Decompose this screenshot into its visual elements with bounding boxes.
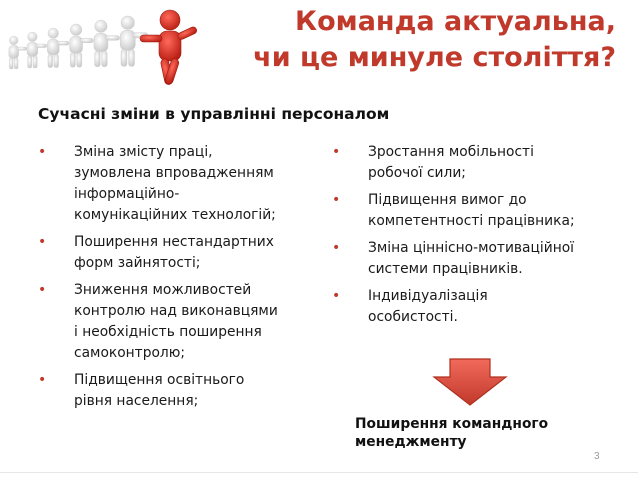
conclusion-line: Поширення командного	[355, 416, 549, 432]
bullet-icon: •	[332, 288, 341, 304]
item-line: Індивідуалізація	[368, 288, 488, 304]
list-item	[332, 238, 612, 280]
footer-divider	[0, 472, 638, 473]
down-arrow-icon	[430, 357, 510, 407]
item-line: рівня населення;	[74, 393, 199, 409]
list-item	[332, 286, 612, 328]
item-line: і необхідність поширення	[74, 324, 262, 340]
item-line: Зростання мобільності	[368, 144, 534, 160]
bullet-icon: •	[332, 240, 341, 256]
item-line: особистості.	[368, 309, 458, 325]
item-line: робочої сили;	[368, 165, 466, 181]
item-line: компетентності працівника;	[368, 213, 575, 229]
item-line: Зміна змісту праці,	[74, 144, 213, 160]
item-line: зумовлена впровадженням	[74, 165, 274, 181]
bullet-icon: •	[38, 372, 47, 388]
list-item	[332, 142, 612, 184]
section-subtitle: Сучасні зміни в управлінні персоналом	[38, 105, 390, 123]
item-line: системи працівників.	[368, 261, 523, 277]
right-bullet-list	[332, 142, 612, 334]
list-item	[38, 232, 313, 274]
item-line: контролю над виконавцями	[74, 303, 278, 319]
team-figures-illustration	[2, 2, 237, 92]
bullet-icon: •	[38, 282, 47, 298]
bullet-icon: •	[38, 144, 47, 160]
item-line: Зниження можливостей	[74, 282, 252, 298]
red-leader-figure	[140, 10, 198, 85]
title-line-2: чи це минуле століття?	[253, 42, 616, 73]
item-line: форм зайнятості;	[74, 255, 201, 271]
list-item	[38, 280, 313, 364]
page-number: 3	[594, 451, 600, 462]
slide-title	[253, 4, 616, 76]
item-line: Поширення нестандартних	[74, 234, 274, 250]
white-figure-row	[9, 16, 148, 69]
item-line: самоконтролю;	[74, 345, 186, 361]
bullet-icon: •	[38, 234, 47, 250]
list-item	[38, 370, 313, 412]
item-line: комунікаційних технологій;	[74, 207, 276, 223]
bullet-icon: •	[332, 192, 341, 208]
item-line: Зміна ціннісно-мотиваційної	[368, 240, 574, 256]
conclusion-text	[355, 415, 548, 451]
item-line: інформаційно-	[74, 186, 180, 202]
title-line-1: Команда актуальна,	[295, 6, 616, 37]
item-line: Підвищення вимог до	[368, 192, 527, 208]
item-line: Підвищення освітнього	[74, 372, 245, 388]
bullet-icon: •	[332, 144, 341, 160]
conclusion-line: менеджменту	[355, 434, 467, 450]
left-bullet-list	[38, 142, 313, 418]
list-item	[38, 142, 313, 226]
list-item	[332, 190, 612, 232]
